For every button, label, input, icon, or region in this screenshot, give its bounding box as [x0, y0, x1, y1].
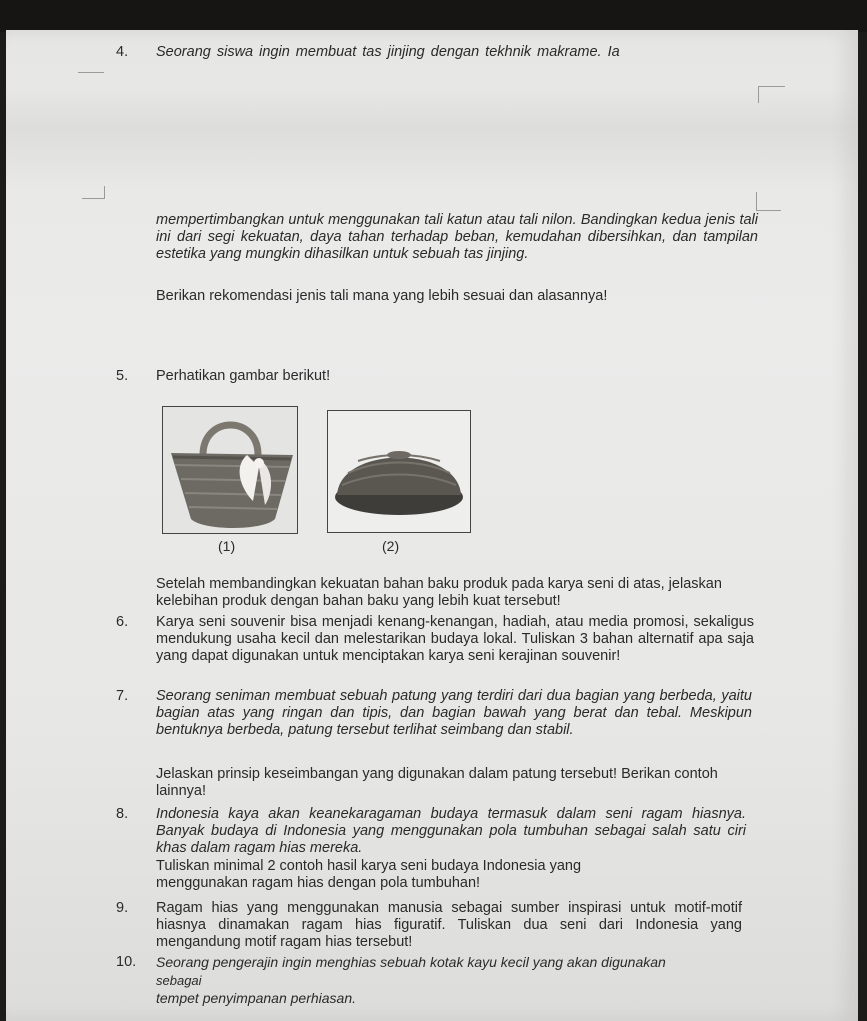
corner-mark [82, 186, 105, 199]
woven-bag-icon [163, 407, 297, 533]
question-text: Indonesia kaya akan keanekaragaman budaya termasuk dalam seni ragam hiasnya. Banyak budaya di Indonesia yang menggunakan pola tumbuhan sebagai salah satu ciri khas dalam ragam hias mereka. [156, 806, 746, 856]
handbag-image [162, 406, 298, 534]
question-text: Karya seni souvenir bisa menjadi kenang-kenangan, hadiah, atau media promosi, sekaligus mendukung usaha kecil dan melestarikan budaya lokal. Tuliskan 3 bahan alternatif apa saja yang dapat digunakan untuk menciptakan karya seni kerajinan souvenir! [156, 614, 754, 664]
corner-mark [758, 86, 785, 103]
corner-mark [78, 72, 104, 93]
question-text: mempertimbangkan untuk menggunakan tali katun atau tali nilon. Bandingkan kedua jenis tali ini dari segi kekuatan, daya tahan terhadap beban, kemudahan dibersihkan, dan tampilan estetika yang mungkin dihasilkan untuk sebuah tas jinjing. [156, 212, 758, 262]
image-caption: (1) [218, 538, 236, 554]
question-number: 5. [116, 368, 129, 384]
question-text: Seorang siswa ingin membuat tas jinjing dengan tekhnik makrame. Ia [156, 44, 620, 60]
question-text: Perhatikan gambar berikut! [156, 368, 331, 384]
question-text: Seorang seniman membuat sebuah patung yang terdiri dari dua bagian yang berbeda, yaitu bagian atas yang ringan dan tipis, dan bagian bawah yang berat dan tebal. Meskipun bentuknya berbeda, patung tersebut terlihat seimbang dan stabil. [156, 688, 752, 738]
question-number: 9. [116, 900, 129, 916]
question-number: 7. [116, 688, 129, 704]
question-text: sebagai [156, 973, 202, 988]
image-caption: (2) [382, 538, 400, 554]
question-number: 8. [116, 806, 129, 822]
photo-glare-band [6, 88, 858, 188]
corner-mark [756, 192, 781, 211]
question-prompt: Jelaskan prinsip keseimbangan yang digunakan dalam patung tersebut! Berikan contoh lainnya! [156, 766, 718, 799]
woven-basket-icon [328, 411, 470, 532]
question-prompt: Berikan rekomendasi jenis tali mana yang lebih sesuai dan alasannya! [156, 288, 608, 304]
question-text: Seorang pengerajin ingin menghias sebuah kotak kayu kecil yang akan digunakan [156, 954, 666, 970]
top-dark-border [0, 0, 867, 32]
question-prompt: Tuliskan minimal 2 contoh hasil karya seni budaya Indonesia yang menggunakan ragam hias dengan pola tumbuhan! [156, 858, 582, 891]
basket-image [327, 410, 471, 533]
question-number: 6. [116, 614, 129, 630]
question-text: Ragam hias yang menggunakan manusia sebagai sumber inspirasi untuk motif-motif hiasnya dinamakan ragam hias figuratif. Tuliskan dua seni dari Indonesia yang mengandung motif ragam hias tersebut! [156, 900, 742, 950]
question-text: tempet penyimpanan perhiasan. [156, 990, 357, 1006]
question-prompt: Setelah membandingkan kekuatan bahan baku produk pada karya seni di atas, jelaskan kelebihan produk dengan bahan baku yang lebih kuat tersebut! [156, 576, 722, 609]
question-number: 10. [116, 954, 137, 970]
question-number: 4. [116, 44, 129, 60]
